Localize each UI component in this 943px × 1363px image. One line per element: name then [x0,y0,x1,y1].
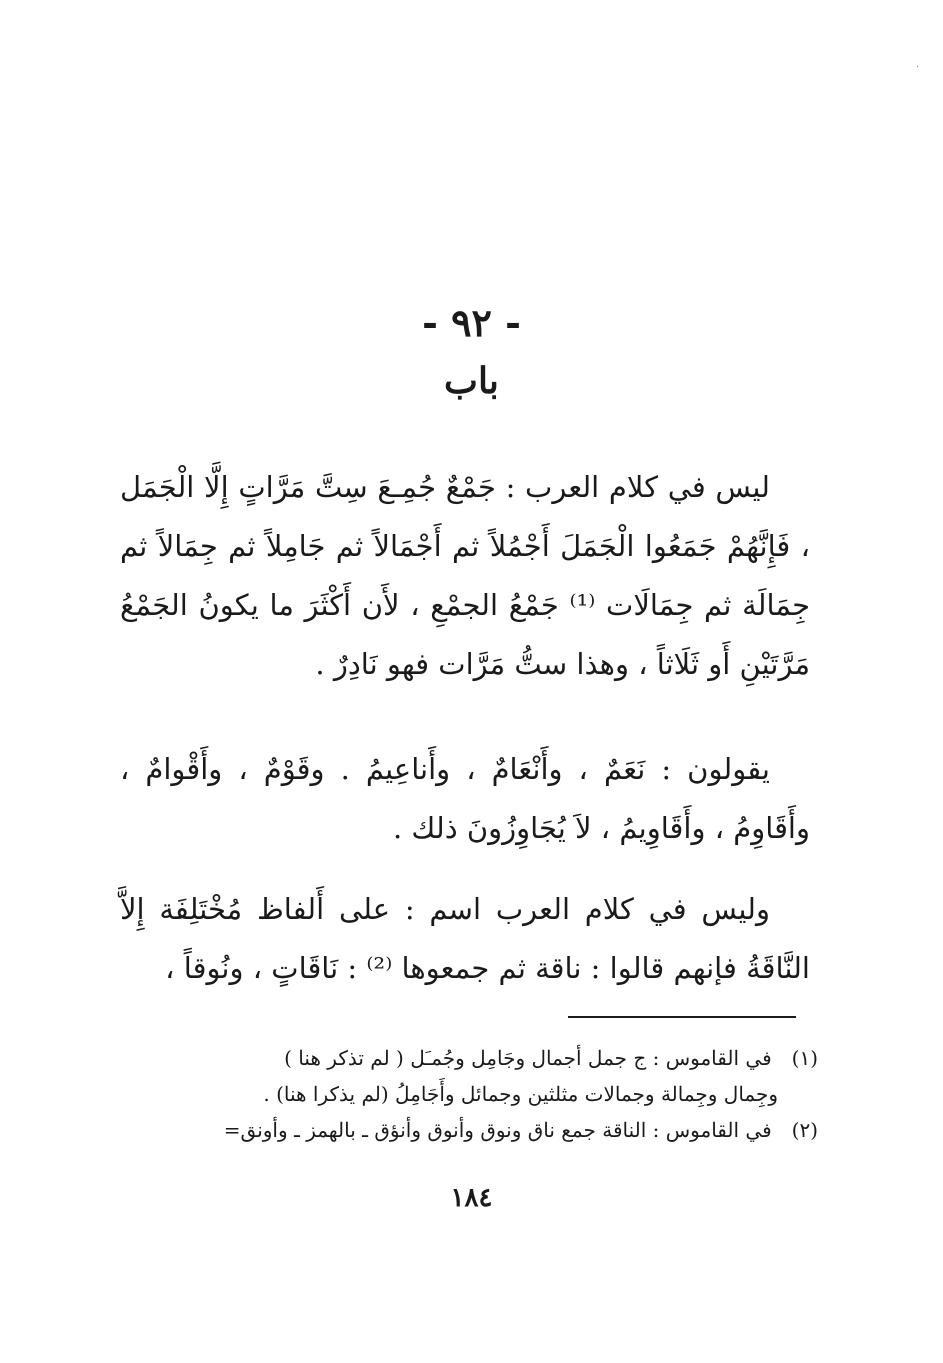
footnote-2-marker: (٢) [791,1118,818,1142]
paragraph-3 [120,880,810,998]
chapter-title: باب [444,360,499,402]
chapter-number: - ٩٢ - [422,300,521,345]
paragraph-1 [120,458,810,694]
footnote-2-text: في القاموس : الناقة جمع ناق ونوق وأنوق وأنؤق ـ بالهمز ـ وأونق= [223,1118,772,1142]
footnote-1-marker: (١) [791,1046,818,1070]
footnote-divider [568,1016,796,1018]
paragraph-text: ليس في كلام العرب : جَمْعٌ جُمِـعَ سِتَّ مَرَّاتٍ إِلَّا الْجَمَل ، فَإِنَّهُمْ جَمَعُوا الْجَمَلَ أَجْمُلاً ثم أَجْمَالاً ثم جَامِلاً ثم جِمَالاً ثم جِمَالَة ثم جِمَالَات ⁽¹⁾ جَمْعُ الجمْعِ ، لأَن أَكْثَرَ ما يكونُ الجَمْعُ مَرَّتَيْنِ أَو ثَلَاثاً ، وهذا ستُّ مَرَّات فهو نَادِرٌ . [120,470,810,681]
footnote-1 [118,1040,818,1076]
footnote-2 [118,1112,818,1148]
paragraph-2 [120,740,810,858]
footnotes [118,1040,818,1148]
margin-mark: · [916,62,920,73]
paragraph-text: يقولون : نَعَمٌ ، وأَنْعَامٌ ، وأَناعِيمُ . وقَوْمٌ ، وأَقْوامٌ ، وأَقَاوِمُ ، وأَقَاوِيمُ ، لاَ يُجَاوِزُونَ ذلك . [120,752,810,845]
page-number: ١٨٤ [450,1183,493,1213]
paragraph-text: وليس في كلام العرب اسم : على أَلفاظ مُخْتَلِفَة إِلاَّ النَّاقَةُ فإنهم قالوا : ناقة ثم جمعوها ⁽²⁾ : نَاقَاتٍ ، ونُوقاً ، [120,892,810,985]
footnote-1-text: في القاموس : ج جمل أجمال وجَامِل وجُمـَل ( لم تذكر هنا ) [284,1046,772,1070]
footnote-1-continuation: وجِمال وجِمالة وجمالات مثلثين وجمائل وأَجَامِلُ (لم يذكرا هنا) . [263,1082,778,1106]
